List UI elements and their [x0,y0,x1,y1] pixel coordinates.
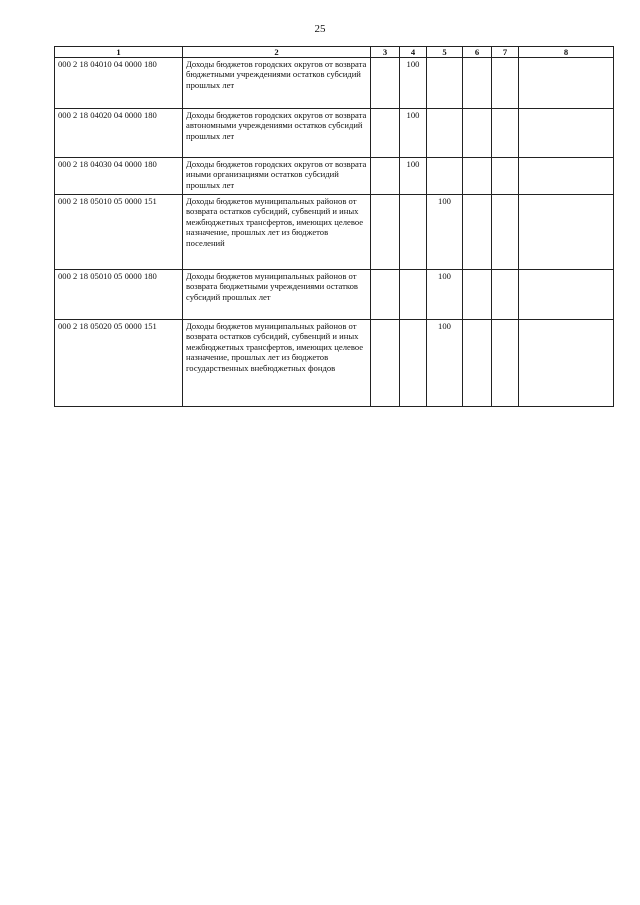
table-row [55,158,614,195]
table-row [55,320,614,407]
column-4-cell: 100 [400,158,427,195]
column-8-cell [519,58,614,109]
revenue-name-cell: Доходы бюджетов городских округов от возврата иными организациями остатков субсидий прошлых лет [183,158,371,195]
column-5-cell [427,109,463,158]
column-5-cell [427,58,463,109]
budget-code-cell: 000 2 18 04020 04 0000 180 [55,109,183,158]
budget-code-cell: 000 2 18 05010 05 0000 151 [55,195,183,270]
column-8-cell [519,320,614,407]
column-8-cell [519,158,614,195]
page-number: 25 [314,23,326,35]
column-header-8: 8 [519,47,614,58]
column-6-cell [463,320,492,407]
column-5-cell: 100 [427,270,463,320]
column-5-cell: 100 [427,320,463,407]
column-4-cell [400,195,427,270]
revenue-name-cell: Доходы бюджетов городских округов от возврата бюджетными учреждениями остатков субсидий прошлых лет [183,58,371,109]
column-8-cell [519,109,614,158]
column-header-5: 5 [427,47,463,58]
column-header-7: 7 [492,47,519,58]
column-6-cell [463,195,492,270]
column-7-cell [492,320,519,407]
column-6-cell [463,58,492,109]
column-3-cell [371,158,400,195]
revenue-name-cell: Доходы бюджетов муниципальных районов от возврата бюджетными учреждениями остатков субсидий прошлых лет [183,270,371,320]
table-header-row [55,47,614,58]
column-5-cell: 100 [427,195,463,270]
column-3-cell [371,195,400,270]
column-8-cell [519,195,614,270]
budget-revenue-table [54,46,614,407]
column-7-cell [492,270,519,320]
budget-code-cell: 000 2 18 05010 05 0000 180 [55,270,183,320]
budget-code-cell: 000 2 18 04010 04 0000 180 [55,58,183,109]
revenue-name-cell: Доходы бюджетов муниципальных районов от возврата остатков субсидий, субвенций и иных межбюджетных трансфертов, имеющих целевое назначение, прошлых лет из бюджетов поселений [183,195,371,270]
column-7-cell [492,195,519,270]
table-row [55,58,614,109]
column-header-2: 2 [183,47,371,58]
column-header-1: 1 [55,47,183,58]
table-row [55,270,614,320]
column-5-cell [427,158,463,195]
column-6-cell [463,158,492,195]
column-6-cell [463,109,492,158]
column-7-cell [492,158,519,195]
budget-code-cell: 000 2 18 04030 04 0000 180 [55,158,183,195]
revenue-name-cell: Доходы бюджетов муниципальных районов от возврата остатков субсидий, субвенций и иных межбюджетных трансфертов, имеющих целевое назначение, прошлых лет из бюджетов государственных внебюджетных фондов [183,320,371,407]
column-header-6: 6 [463,47,492,58]
table-row [55,109,614,158]
column-4-cell [400,270,427,320]
revenue-name-cell: Доходы бюджетов городских округов от возврата автономными учреждениями остатков субсидий прошлых лет [183,109,371,158]
column-6-cell [463,270,492,320]
budget-code-cell: 000 2 18 05020 05 0000 151 [55,320,183,407]
column-4-cell: 100 [400,58,427,109]
column-7-cell [492,58,519,109]
column-3-cell [371,58,400,109]
column-3-cell [371,320,400,407]
table-row [55,195,614,270]
column-header-4: 4 [400,47,427,58]
column-3-cell [371,109,400,158]
column-8-cell [519,270,614,320]
column-header-3: 3 [371,47,400,58]
column-7-cell [492,109,519,158]
column-3-cell [371,270,400,320]
column-4-cell [400,320,427,407]
column-4-cell: 100 [400,109,427,158]
